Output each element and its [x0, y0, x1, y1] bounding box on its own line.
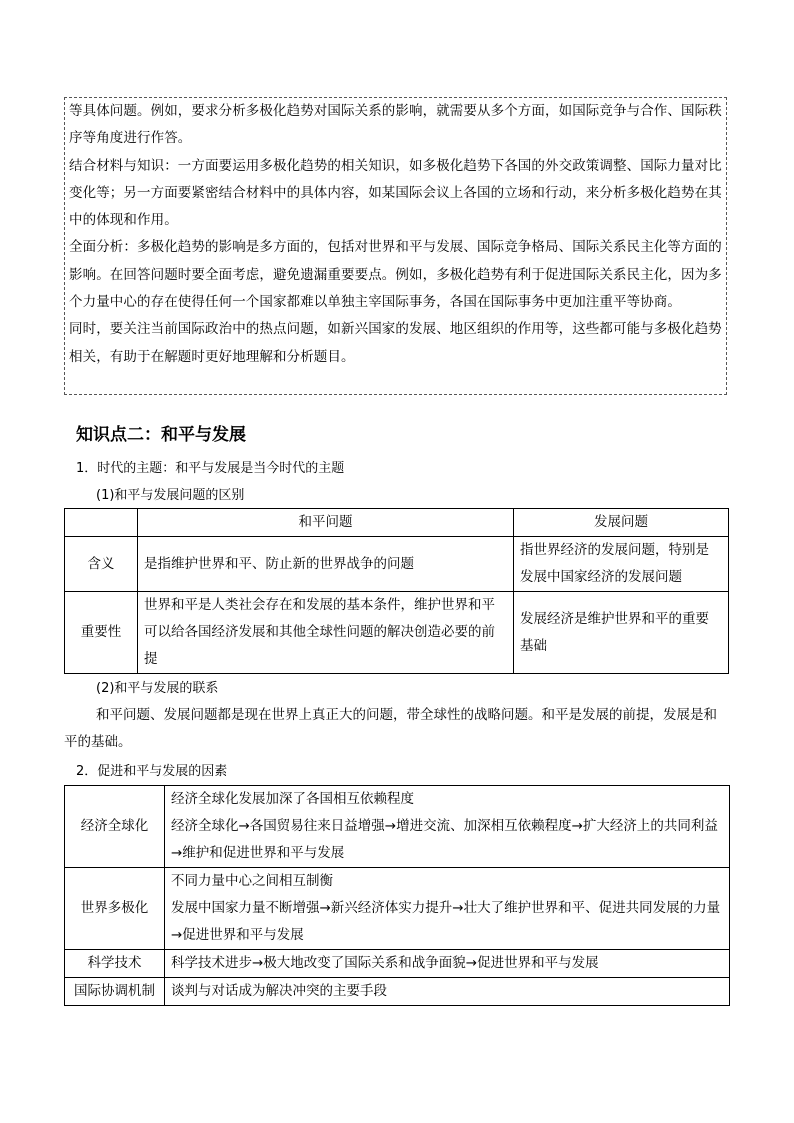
row-label: 国际协调机制 — [65, 978, 165, 1006]
table-row — [65, 950, 730, 978]
table-row — [65, 537, 729, 592]
sub-1-heading: (1)和平与发展问题的区别 — [96, 488, 245, 503]
factors-table — [64, 785, 730, 1006]
table-header-cell: 和平问题 — [138, 509, 514, 537]
sub-2-text: 和平问题、发展问题都是现在世界上真正大的问题，带全球性的战略问题。和平是发展的前提，发展是和平的基础。 — [64, 707, 717, 750]
peace-development-table — [64, 508, 729, 674]
table-cell: 指世界经济的发展问题，特别是发展中国家经济的发展问题 — [514, 537, 729, 592]
table-header-cell — [65, 509, 138, 537]
row-label: 科学技术 — [65, 950, 165, 978]
item-2-heading: 2．促进和平与发展的因素 — [76, 764, 228, 779]
table-row — [65, 592, 729, 674]
tip-paragraph: 等具体问题。例如，要求分析多极化趋势对国际关系的影响，就需要从多个方面，如国际竞争与合作、国际秩序等角度进行作答。 — [69, 103, 722, 147]
cell-line: 经济全球化→各国贸易往来日益增强→增进交流、加深相互依赖程度→扩大经济上的共同利益→维护和促进世界和平与发展 — [171, 818, 718, 861]
row-label: 世界多极化 — [65, 868, 165, 950]
table-row — [65, 868, 730, 950]
table-header-cell: 发展问题 — [514, 509, 729, 537]
cell-line: 不同力量中心之间相互制衡 — [171, 873, 333, 889]
row-label: 重要性 — [65, 592, 138, 674]
table-header-row — [65, 509, 729, 537]
cell-line: 经济全球化发展加深了各国相互依赖程度 — [171, 791, 414, 807]
cell-line: 发展中国家力量不断增强→新兴经济体实力提升→壮大了维护世界和平、促进共同发展的力量→促进世界和平与发展 — [171, 900, 721, 943]
table-cell — [165, 786, 730, 868]
tip-paragraph: 结合材料与知识：一方面要运用多极化趋势的相关知识，如多极化趋势下各国的外交政策调整、国际力量对比变化等；另一方面要紧密结合材料中的具体内容，如某国际会议上各国的立场和行动，来分析多极化趋势在其中的体现和作用。 — [69, 157, 722, 229]
table-row — [65, 786, 730, 868]
tip-paragraph: 全面分析：多极化趋势的影响是多方面的，包括对世界和平与发展、国际竞争格局、国际关系民主化等方面的影响。在回答问题时要全面考虑，避免遗漏重要要点。例如，多极化趋势有利于促进国际关系民主化，因为多个力量中心的存在使得任何一个国家都难以单独主宰国际事务，各国在国际事务中更加注重平等协商。 — [69, 239, 722, 311]
table-cell: 世界和平是人类社会存在和发展的基本条件，维护世界和平可以给各国经济发展和其他全球性问题的解决创造必要的前提 — [138, 592, 514, 674]
sub-2-heading: (2)和平与发展的联系 — [96, 681, 219, 696]
table-cell — [165, 868, 730, 950]
table-cell: 谈判与对话成为解决冲突的主要手段 — [165, 978, 730, 1006]
tip-box — [64, 97, 727, 395]
row-label: 含义 — [65, 537, 138, 592]
table-cell: 科学技术进步→极大地改变了国际关系和战争面貌→促进世界和平与发展 — [165, 950, 730, 978]
tip-paragraph: 同时，要关注当前国际政治中的热点问题，如新兴国家的发展、地区组织的作用等，这些都可能与多极化趋势相关，有助于在解题时更好地理解和分析题目。 — [69, 321, 722, 365]
table-row — [65, 978, 730, 1006]
table-cell: 是指维护世界和平、防止新的世界战争的问题 — [138, 537, 514, 592]
row-label: 经济全球化 — [65, 786, 165, 868]
section-title: 知识点二：和平与发展 — [76, 425, 246, 445]
item-1-heading: 1．时代的主题：和平与发展是当今时代的主题 — [76, 461, 345, 476]
table-cell: 发展经济是维护世界和平的重要基础 — [514, 592, 729, 674]
